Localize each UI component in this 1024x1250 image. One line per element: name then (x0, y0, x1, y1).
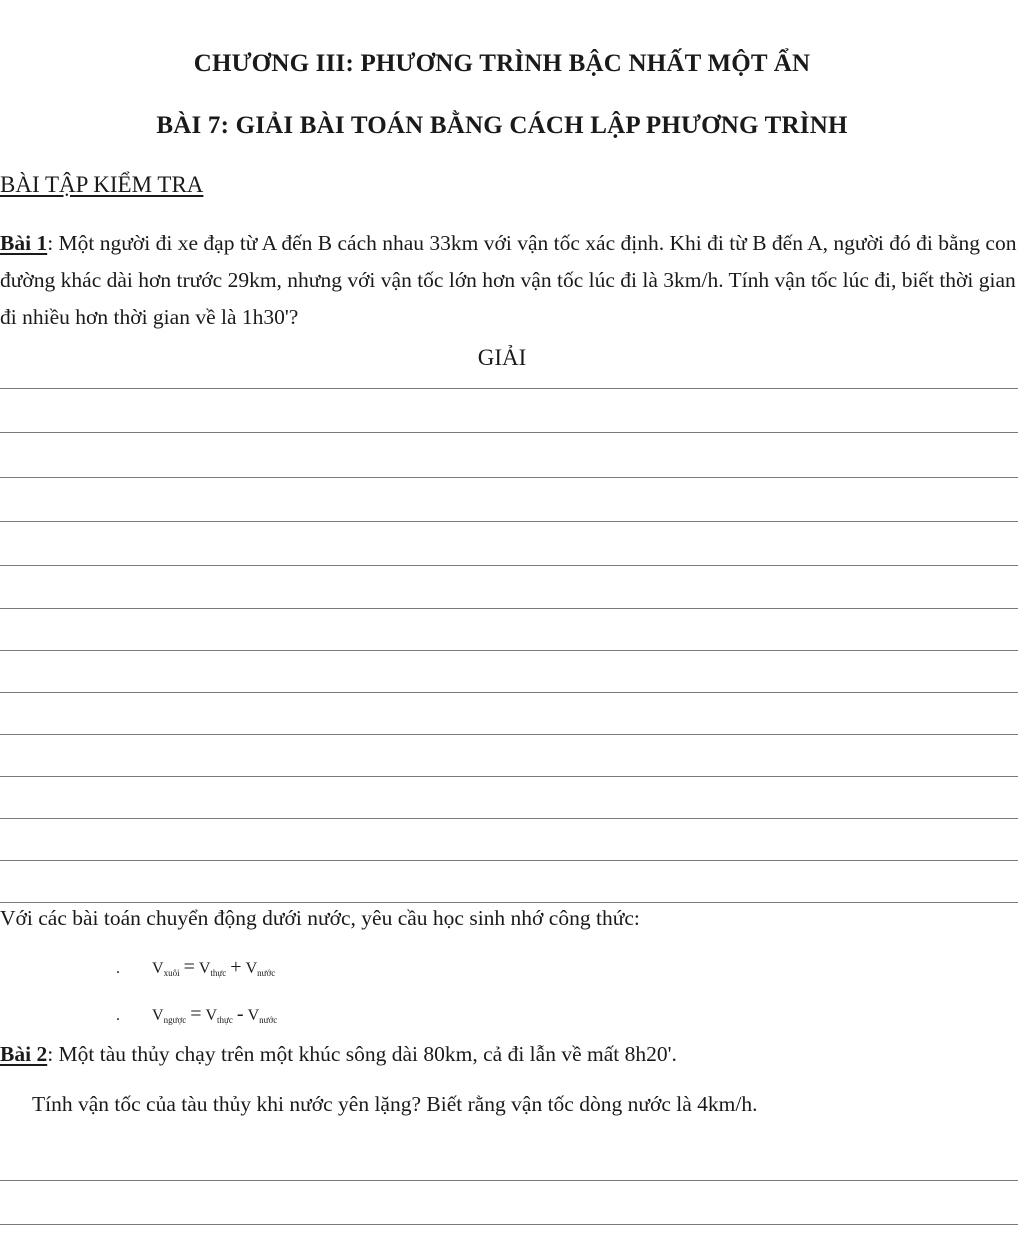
formula-upstream: . $V_{ngược} = V_{thực} - V_{nước}$ (116, 1003, 278, 1025)
answer-line (0, 776, 1018, 777)
answer-line (0, 1224, 1018, 1225)
formula-bullet: . (116, 960, 120, 977)
problem-1-label: Bài 1 (0, 231, 48, 255)
problem-2 (0, 1042, 677, 1067)
problem-1 (0, 225, 1018, 336)
formula-bullet: . (116, 1007, 120, 1024)
formula-note: Với các bài toán chuyển động dưới nước, yêu cầu học sinh nhớ công thức: (0, 906, 640, 930)
answer-line (0, 902, 1018, 903)
answer-line (0, 860, 1018, 861)
problem-1-text: : Một người đi xe đạp từ A đến B cách nhau 33km với vận tốc xác định. Khi đi từ B đến A, người đó đi bằng con đường khác dài hơn trước 29km, nhưng với vận tốc lớn hơn vận tốc lúc đi là 3km/h. Tính vận tốc lúc đi, biết thời gian đi nhiều hơn thời gian về là 1h30'? (0, 231, 1017, 329)
answer-line (0, 608, 1018, 609)
answer-line (0, 734, 1018, 735)
problem-2-text-line-2: Tính vận tốc của tàu thủy khi nước yên lặng? Biết rằng vận tốc dòng nước là 4km/h. (32, 1092, 758, 1116)
chapter-title: CHƯƠNG III: PHƯƠNG TRÌNH BẬC NHẤT MỘT ẨN (193, 50, 811, 77)
answer-line (0, 692, 1018, 693)
answer-line (0, 521, 1018, 522)
answer-line (0, 650, 1018, 651)
answer-line (0, 1180, 1018, 1181)
answer-line (0, 432, 1018, 433)
problem-2-label: Bài 2 (0, 1042, 48, 1066)
lesson-title: BÀI 7: GIẢI BÀI TOÁN BẰNG CÁCH LẬP PHƯƠNG TRÌNH (156, 112, 848, 139)
answer-line (0, 477, 1018, 478)
answer-line (0, 565, 1018, 566)
problem-2-text-line-1: : Một tàu thủy chạy trên một khúc sông dài 80km, cả đi lẫn về mất 8h20'. (47, 1042, 677, 1066)
answer-line (0, 388, 1018, 389)
answer-line (0, 818, 1018, 819)
solution-heading: GIẢI (477, 345, 527, 370)
section-title: BÀI TẬP KIỂM TRA (0, 172, 204, 197)
formula-downstream: . $V_{xuôi} = V_{thực} + V_{nước}$ (116, 956, 276, 978)
